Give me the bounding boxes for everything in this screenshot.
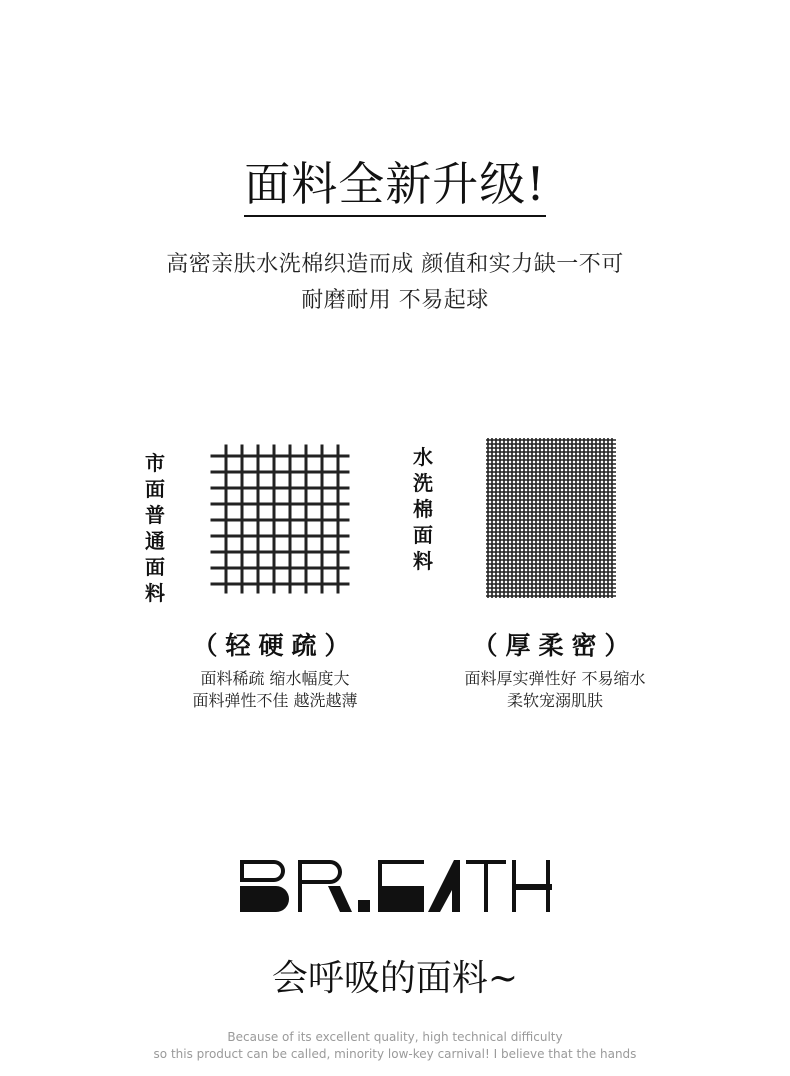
left-description-line-1: 面料稀疏 缩水幅度大 (200, 669, 350, 688)
headline-text: 面料全新升级! (244, 157, 546, 217)
subtitle-line-2: 耐磨耐用 不易起球 (301, 288, 489, 313)
sparse-weave-grid-icon (210, 444, 350, 594)
headline (0, 148, 790, 214)
left-vertical-label: 市面普通面料 (145, 451, 165, 605)
tagline: 会呼吸的面料~ (271, 958, 519, 999)
right-description-line-1: 面料厚实弹性好 不易缩水 (464, 669, 646, 688)
right-description-line-2: 柔软宠溺肌肤 (506, 691, 603, 710)
left-feature-label: （轻硬疏） (192, 631, 358, 660)
right-feature-label: （厚柔密） (472, 631, 638, 660)
right-vertical-label: 水洗棉面料 (413, 445, 433, 573)
breath-logotype (240, 860, 552, 912)
subtitle-line-1: 高密亲肤水洗棉织造而成 颜值和实力缺一不可 (166, 252, 624, 277)
left-description-line-2: 面料弹性不佳 越洗越薄 (192, 691, 358, 710)
footer-line-1: Because of its excellent quality, high technical difficulty (227, 1030, 563, 1044)
footer-line-2: so this product can be called, minority low-key carnival! I believe that the hands (153, 1047, 637, 1061)
dense-weave-grid-icon (486, 438, 616, 598)
